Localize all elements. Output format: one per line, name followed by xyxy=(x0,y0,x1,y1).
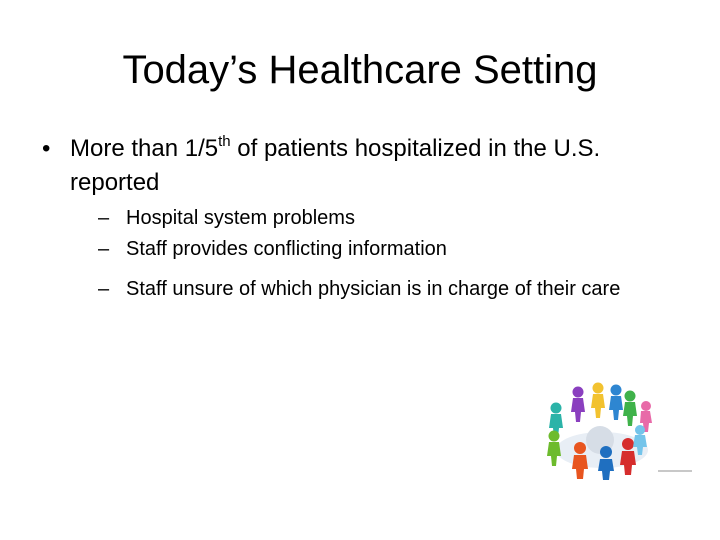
sub-bullet-text: Staff provides conflicting information xyxy=(126,238,447,260)
slide-title: Today’s Healthcare Setting xyxy=(122,48,598,92)
sub-bullet-marker: – xyxy=(98,278,110,300)
sub-bullet-text: Staff unsure of which physician is in charge of their care xyxy=(126,278,621,300)
sub-bullet-text: Hospital system problems xyxy=(126,207,355,229)
bullet-marker: • xyxy=(42,135,51,162)
bullet-text-prefix: More than 1/5 xyxy=(70,135,219,162)
bullet-text xyxy=(70,133,670,198)
people-circle-icon xyxy=(540,378,700,483)
sub-bullet-marker: – xyxy=(98,207,110,229)
bullet-text-suffix: of patients hospitalized in the U.S. reported xyxy=(70,135,601,196)
sub-bullet-marker: – xyxy=(98,238,110,260)
bullet-superscript: th xyxy=(218,133,231,150)
